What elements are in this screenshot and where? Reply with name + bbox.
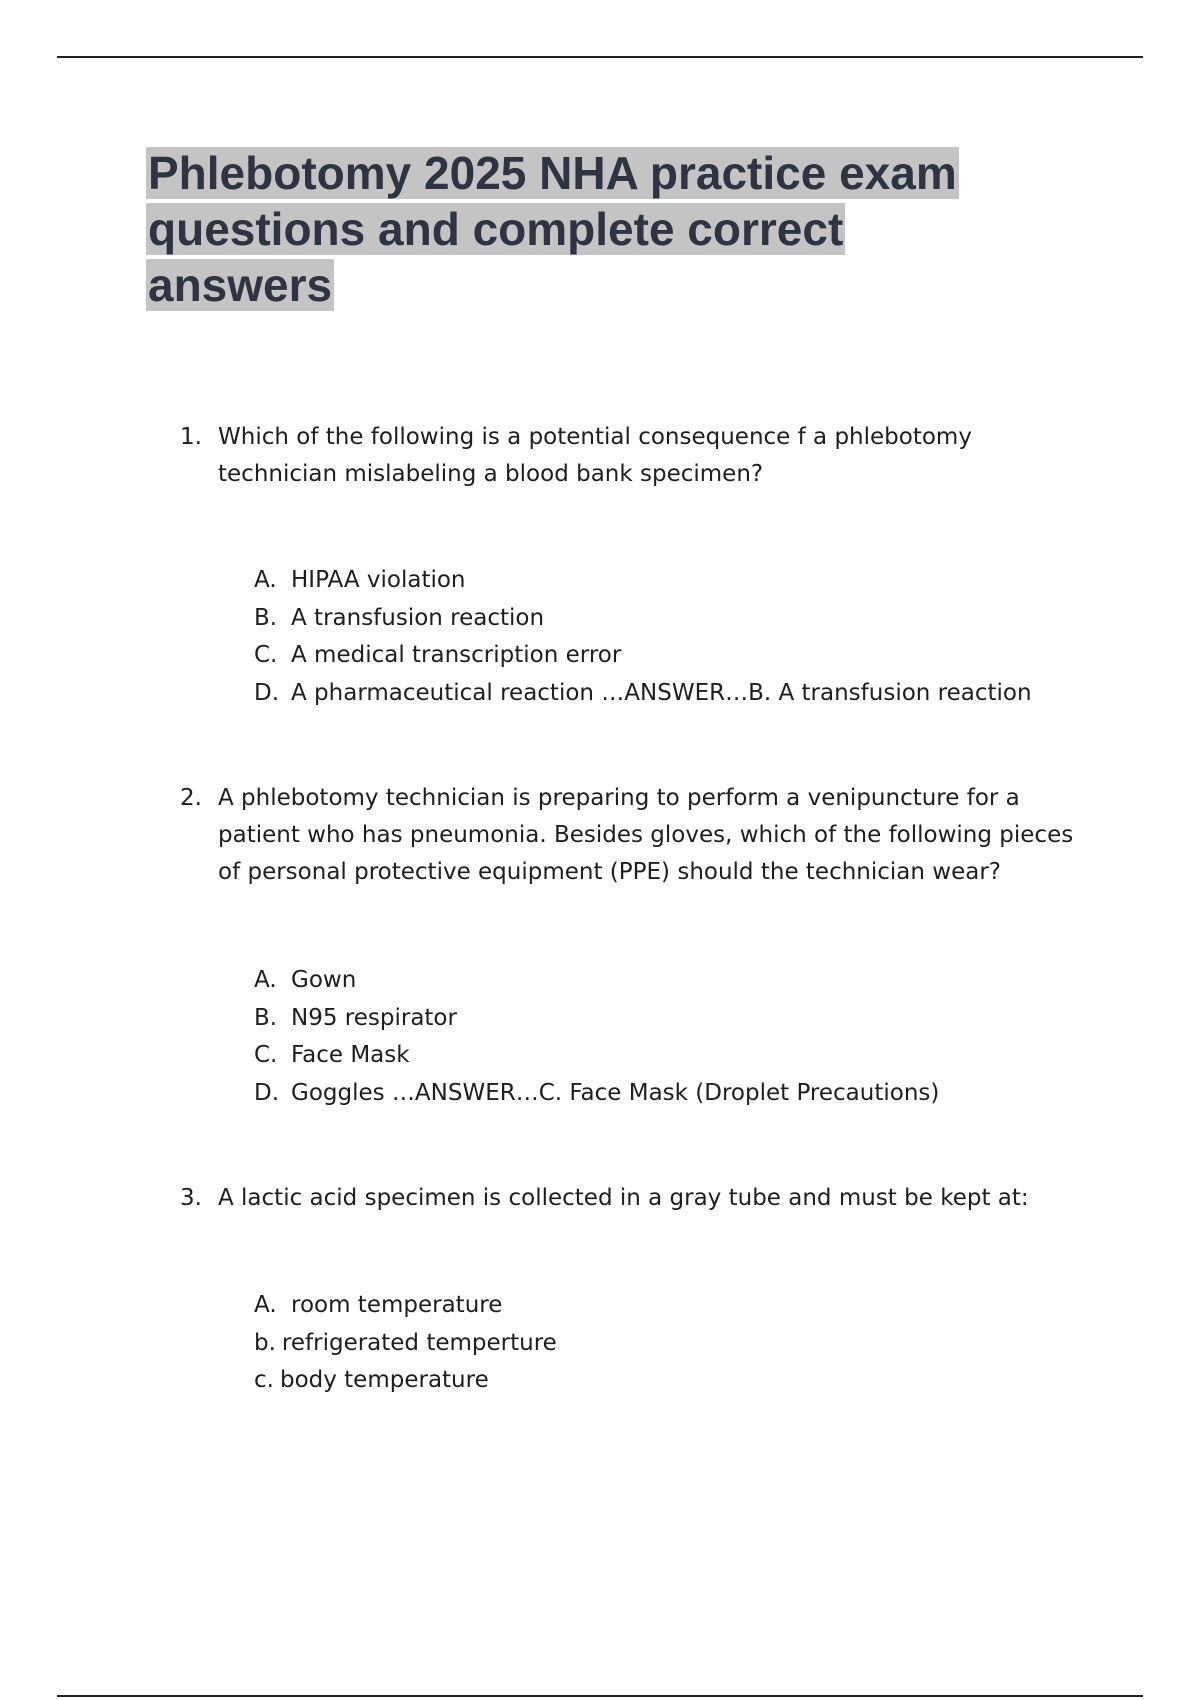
option-a: A. room temperature [254,1292,503,1318]
question-text-line: Which of the following is a potential consequence f a phlebotomy [218,424,972,450]
option-c: C. A medical transcription error [254,642,622,668]
option-b: B. N95 respirator [254,1004,457,1031]
option-b: B. A transfusion reaction [254,604,545,631]
question-number: 1. [180,424,202,450]
question-3 [180,1180,1080,1217]
question-text-line: A phlebotomy technician is preparing to perform a venipuncture for a [218,785,1020,811]
option-d-with-answer: D. A pharmaceutical reaction …ANSWER…B. A transfusion reaction [254,679,1032,706]
option-b: b. refrigerated temperture [254,1329,557,1356]
header-rule [57,56,1143,58]
title-line-1: Phlebotomy 2025 NHA practice exam [148,147,957,199]
title-line-2: questions and complete correct [148,203,844,255]
option-a: A. HIPAA violation [254,567,466,593]
option-c: c. body temperature [254,1367,489,1393]
question-text-line: technician mislabeling a blood bank specimen? [218,461,764,487]
footer-rule [57,1695,1143,1697]
option-a: A. Gown [254,967,357,993]
option-c: C. Face Mask [254,1042,410,1068]
question-1-options [254,562,1154,712]
question-text-line: A lactic acid specimen is collected in a gray tube and must be kept at: [218,1185,1029,1211]
title-line-3: answers [148,259,333,311]
document-title [146,145,1046,313]
question-number: 2. [180,785,202,811]
question-number: 3. [180,1185,202,1211]
question-1 [180,419,1080,493]
question-text-line: of personal protective equipment (PPE) should the technician wear? [218,859,1001,885]
question-2 [180,780,1080,891]
option-d-with-answer: D. Goggles …ANSWER…C. Face Mask (Droplet Precautions) [254,1079,940,1106]
question-2-options [254,962,1154,1112]
question-text-line: patient who has pneumonia. Besides gloves, which of the following pieces [218,822,1074,848]
question-3-options [254,1287,1154,1400]
